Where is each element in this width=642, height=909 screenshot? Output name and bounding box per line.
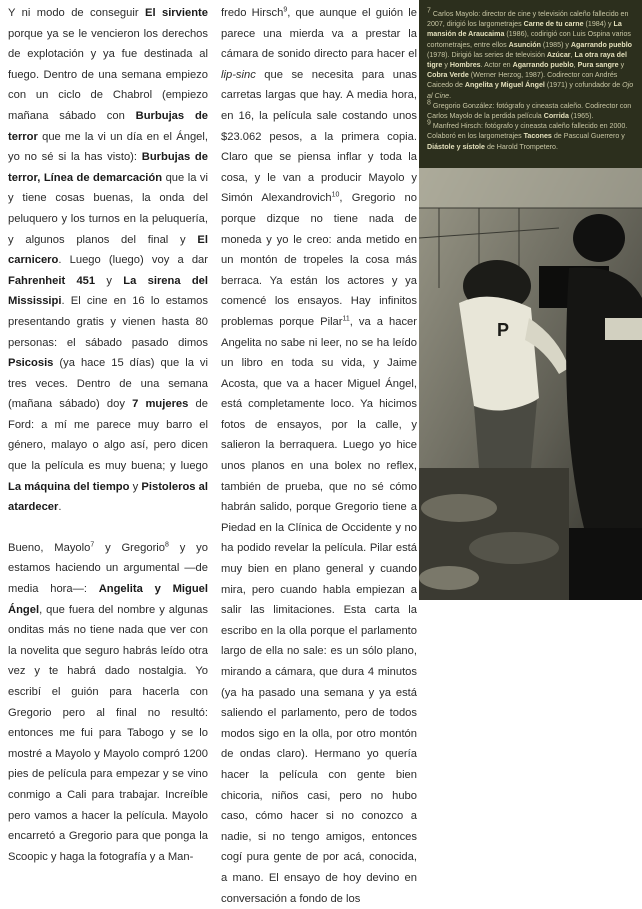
film-title: Burbujas de terror xyxy=(8,109,209,143)
film-title: 7 mujeres xyxy=(132,398,189,411)
photo-sky xyxy=(419,168,642,208)
film-set-photo xyxy=(419,168,642,600)
footnote-marker: 10 xyxy=(331,191,340,199)
article-column-left xyxy=(8,3,208,867)
film-title: Fahrenheit 451 xyxy=(8,274,96,287)
film-title: La máquina del tiempo xyxy=(8,480,130,493)
footnote-9: $^9$ Manfred Hirsch: fotógrafo y cineasta caleño fallecido en 2000. Colaboró en los largometrajes Tacones de Pascual Guerrero y Diástole y sístole de Harold Trompetero. xyxy=(427,119,628,151)
footnote-8: $^8$ Gregorio González: fotógrafo y cineasta caleño. Codirector con Carlos Mayolo de la perdida película Corrida (1965). xyxy=(427,99,632,121)
film-title: El carnicero xyxy=(8,233,208,267)
paragraph-production: fredo Hirsch$^9$, que aunque el guión le parece una mierda va a prestar la cámara de sonido directo para hacer el lip-sinc que se necesita para unas carretas largas que hay. A media hora, en 16, la película sale costando unos $23.062 pesos, a la primera copia. Claro que se piensa inflar y toda la cosa, y le van a producir Mayolo y Simón Alexandrovich$^{10}$, Gregorio no porque dizque no tiene nada de moneda y yo le creo: anda metido en un montón de tropeles la cosa más berraca. Ya están los actores y ya comencé los ensayos. Hay infinitos problemas porque Pilar$^{11}$, va a hacer Angelita no sabe ni leer, no se ha leído un libro en toda su vida, y Jaime Acosta, que va a hacer Miguel Ángel, está completamente loco. Ya hicimos fotos de ensayos, por la calle, y salieron la berraquera. Luego yo hice unos planos en una bolex no reflex, también de prueba, que no sé cómo habrán salido, porque Gregorio tiene a Piedad en la Clínica de Occidente y no ha podido revelar la película. Pilar está muy bien en plano general y cuando mira, pero cuando habla empiezan a salir las limitaciones. Esta carta la escribo en la olla porque el parlamento largo de ella no sale: es un sólo plano, mirando a cámara, que dura 4 minutos (ya ha pasado una semana y ya está saliendo el parlamento, pero de todos modos sigo en la olla, por otro montón de ondas claro). Hermano yo quería hacer la película con gente bien chicoria, niños casi, pero no hubo caso, cómo hacer si no conozco a nadie, si no tengo amigos, entonces cogí pura gente de por acá, conocida, a mano. El ensayo de hoy devino en conversación a fondo de los xyxy=(221,6,418,905)
footnote-marker: 11 xyxy=(342,315,350,323)
paragraph-argumental: Bueno, Mayolo$^7$ y Gregorio$^8$ y yo estamos haciendo un argumental —de media hora—: Angelita y Miguel Ángel, que fuera del nombre y algunas onditas más no tiene nada que ver con la novelita que seguro habrás leído otra vez y te habrá dado nostalgia. Yo escribí el guión para hacerla con Gregorio pero al final no resultó: entonces me fui para Tabogo y se lo mostré a Mayolo y Mayolo compró 1200 pies de película para empezar y se vino conmigo a Cali para trabajar. Increíble pero vamos a hacer la película. Mayolo encarretó a Gregorio para que ponga la Scoopic y haga la fotografía y a Man- xyxy=(8,541,208,863)
footnote-marker: 9 xyxy=(283,6,288,14)
footnote-marker: 8 xyxy=(165,541,169,549)
footnote-7: $^7$ Carlos Mayolo: director de cine y televisión caleño fallecido en 2007, dirigió los largometrajes Carne de tu carne (1984) y La mansión de Araucaima (1986), codirigió con Luis Ospina varios cortometrajes, entre ellos Asunción (1985) y Agarrando pueblo (1978). Dirigió las series de televisión Azúcar, La otra raya del tigre y Hombres. Actor en Agarrando pueblo, Pura sangre y Cobra Verde (Werner Herzog, 1987). Codirector con Andrés Caicedo de Angelita y Miguel Ángel (1971) y cofundador de Ojo al Cine. xyxy=(427,7,634,100)
film-title: El sirviente xyxy=(144,7,208,19)
ground-debris xyxy=(419,468,569,600)
paragraph-cine-club: Y ni modo de conseguir El sirviente porque ya se le vencieron los derechos de explotación y ya fue destinada al fuego. Dentro de una semana empiezo con un ciclo de Chabrol (empiezo mañana sábado con Burbujas de terror que me la vi un día en el Ángel, yo no sé si la has visto): Burbujas de terror, Línea de demarcación que la vi y tiene cosas buenas, la onda del peluquero y los turnos en la peluquería, y algunos planos del final y El carnicero. Luego (luego) voy a dar Fahrenheit 451 y La sirena del Mississipi. El cine en 16 lo estamos presentando gratis y vienen hasta 80 personas: el sábado pasado dimos Psicosis (ya hace 15 días) que la vi tres veces. Dentro de una semana (mañana sábado) doy 7 mujeres de Ford: a mí me parece muy barro el género, malayo o algo así, pero dicen que la película es muy buena; y luego La máquina del tiempo y Pistoleros al atardecer. xyxy=(8,7,209,514)
film-title: Pistoleros al atardecer xyxy=(8,480,209,514)
film-title: Burbujas de terror, Línea de demarcación xyxy=(8,151,208,184)
shirt-letter: P xyxy=(497,320,510,340)
photo-illustration xyxy=(419,168,642,600)
film-title: La sirena del Mississipi xyxy=(8,274,209,308)
footnotes xyxy=(427,9,637,152)
film-title: Psicosis xyxy=(8,357,54,370)
film-title: Angelita y Miguel Ángel xyxy=(8,583,208,616)
sidebar-panel xyxy=(419,0,642,600)
article-column-middle xyxy=(221,3,417,909)
footnote-marker: 7 xyxy=(90,541,95,549)
